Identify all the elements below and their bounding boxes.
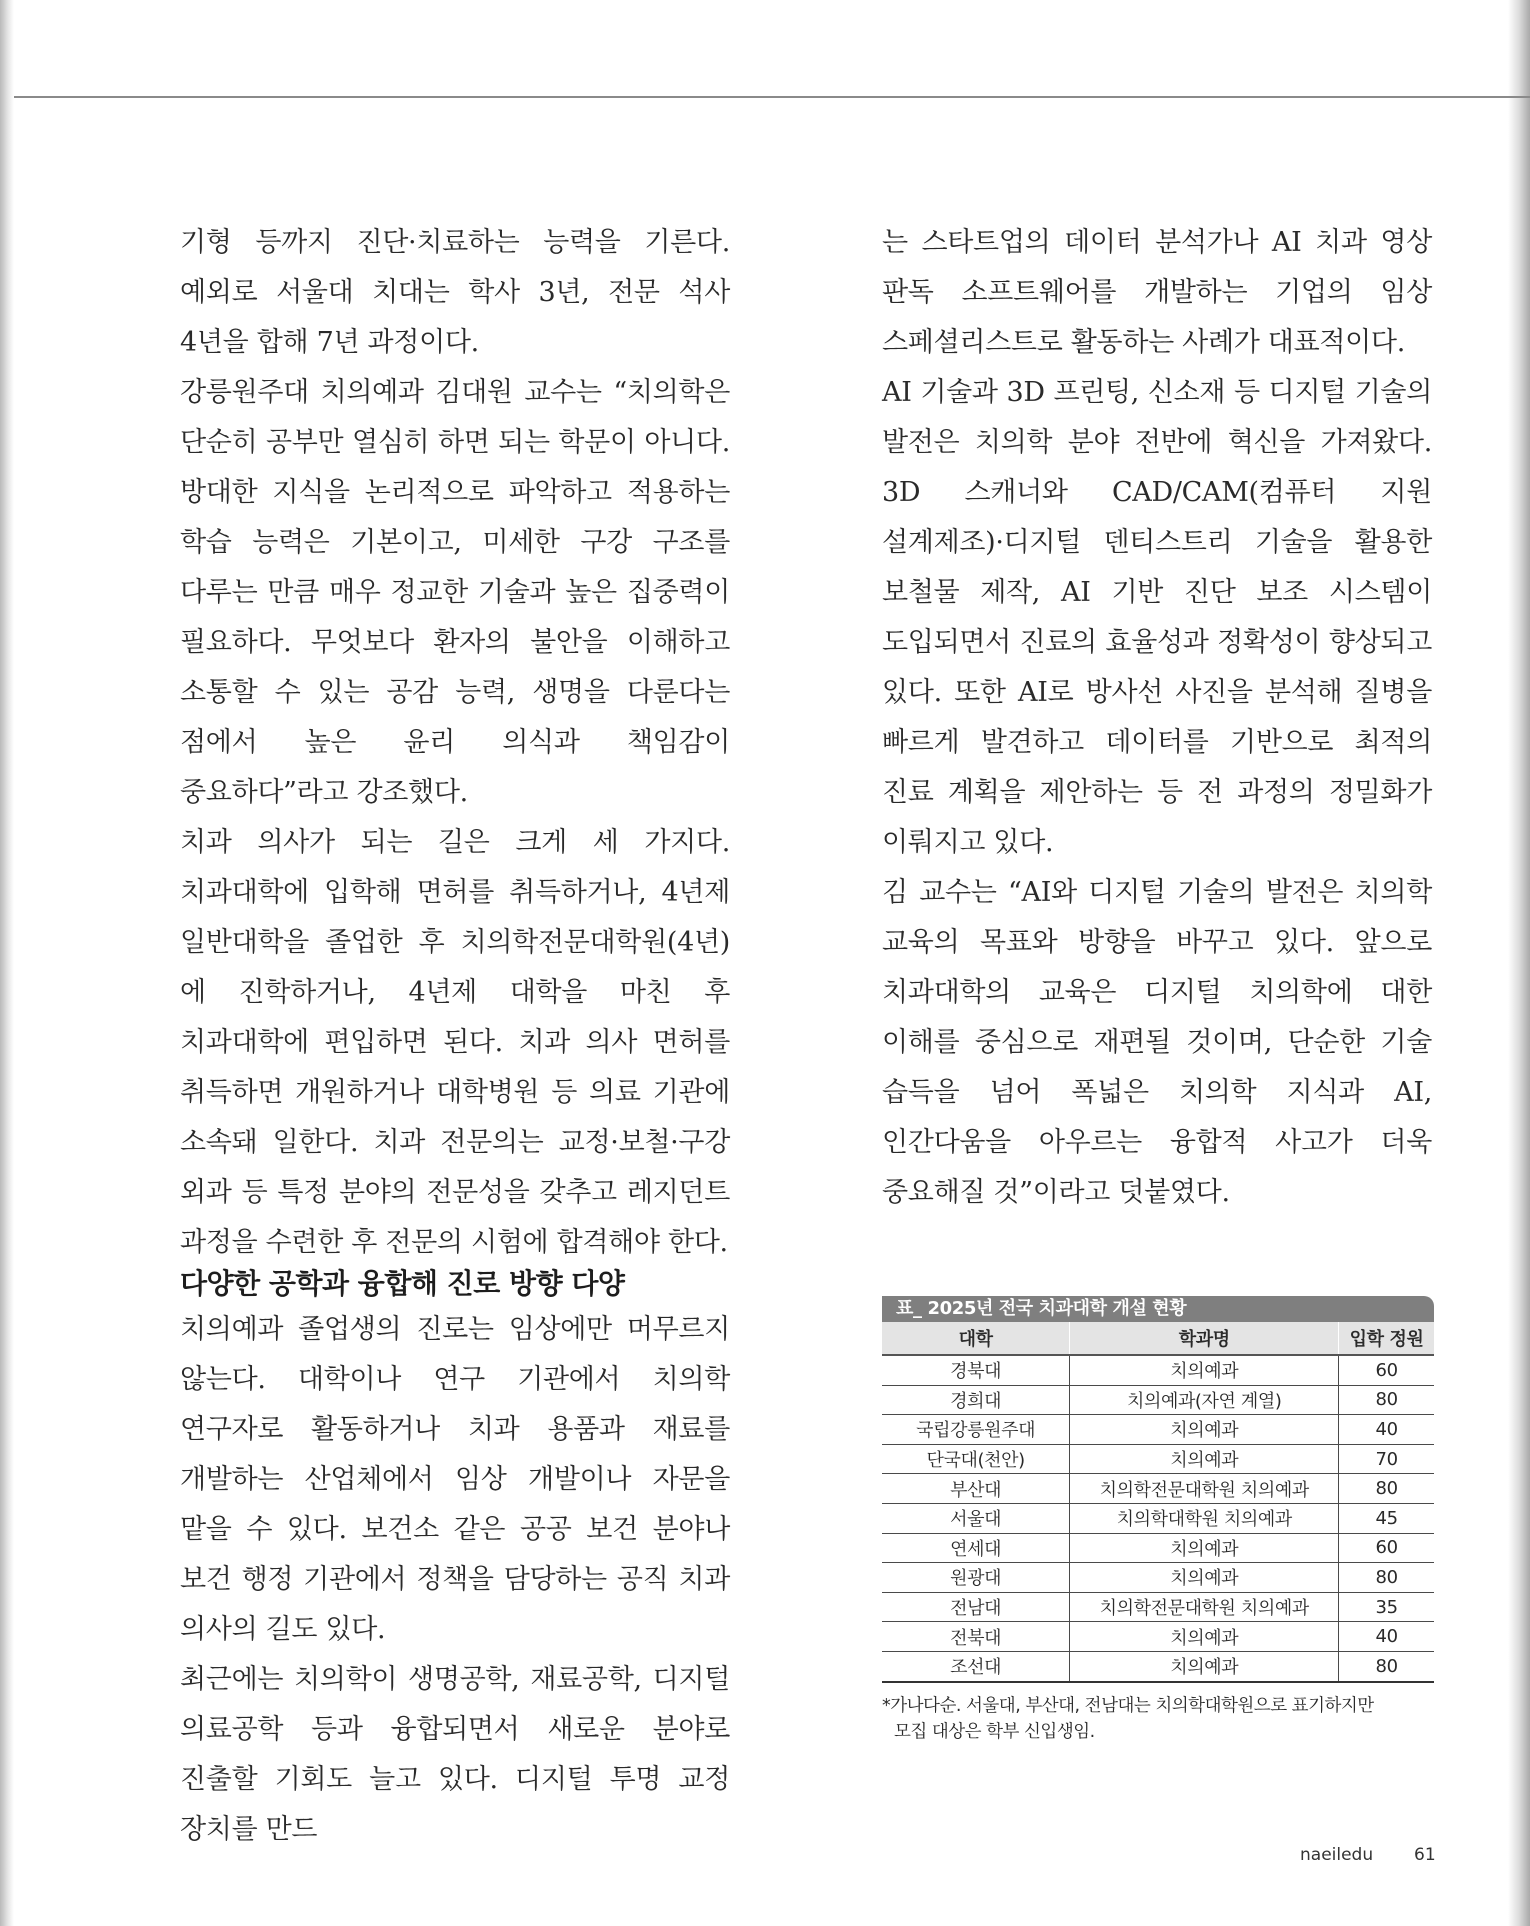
cell-quota: 80 xyxy=(1339,1385,1434,1415)
cell-quota: 40 xyxy=(1339,1622,1434,1652)
column-header-quota: 입학 정원 xyxy=(1339,1322,1434,1355)
cell-university: 경북대 xyxy=(882,1355,1070,1385)
cell-quota: 60 xyxy=(1339,1533,1434,1563)
cell-university: 원광대 xyxy=(882,1563,1070,1593)
table-row xyxy=(882,1503,1434,1533)
body-paragraph: 치과 의사가 되는 길은 크게 세 가지다. 치과대학에 입학해 면허를 취득하거나, 4년제 일반대학을 졸업한 후 치의학전문대학원(4년)에 진학하거나, 4년제 대학을 마친 후 치과대학에 편입하면 된다. 치과 의사 면허를 취득하면 개원하거나 대학병원 등 의료 기관에 소속돼 일한다. 치과 전문의는 교정·보철·구강 외과 등 특정 분야의 전문성을 갖추고 레지던트 과정을 수련한 후 전문의 시험에 합격해야 한다. xyxy=(180,827,730,1258)
body-paragraph: 치의예과 졸업생의 진로는 임상에만 머무르지 않는다. 대학이나 연구 기관에서 치의학 연구자로 활동하거나 치과 용품과 재료를 개발하는 산업체에서 임상 개발이나 자문을 맡을 수 있다. 보건소 같은 공공 보건 분야나 보건 행정 기관에서 정책을 담당하는 공직 치과 의사의 길도 있다. xyxy=(180,1314,730,1645)
cell-university: 조선대 xyxy=(882,1651,1070,1681)
cell-department: 치의학전문대학원 치의예과 xyxy=(1070,1474,1339,1504)
table-row xyxy=(882,1592,1434,1622)
cell-university: 경희대 xyxy=(882,1385,1070,1415)
cell-quota: 60 xyxy=(1339,1355,1434,1385)
dental-college-table xyxy=(882,1322,1434,1683)
body-paragraph: 김 교수는 “AI와 디지털 기술의 발전은 치의학 교육의 목표와 방향을 바꾸고 있다. 앞으로 치과대학의 교육은 디지털 치의학에 대한 이해를 중심으로 재편될 것이며, 단순한 기술 습득을 넘어 폭넓은 치의학 지식과 AI, 인간다움을 아우르는 융합적 사고가 더욱 중요해질 것”이라고 덧붙였다. xyxy=(882,877,1432,1208)
cell-department: 치의예과 xyxy=(1070,1533,1339,1563)
body-paragraph: 강릉원주대 치의예과 김대원 교수는 “치의학은 단순히 공부만 열심히 하면 되는 학문이 아니다. 방대한 지식을 논리적으로 파악하고 적용하는 학습 능력은 기본이고, 미세한 구강 구조를 다루는 만큼 매우 정교한 기술과 높은 집중력이 필요하다. 무엇보다 환자의 불안을 이해하고 소통할 수 있는 공감 능력, 생명을 다룬다는 점에서 높은 윤리 의식과 책임감이 중요하다”라고 강조했다. xyxy=(180,377,730,808)
cell-university: 부산대 xyxy=(882,1474,1070,1504)
table-row xyxy=(882,1385,1434,1415)
cell-department: 치의예과 xyxy=(1070,1622,1339,1652)
cell-quota: 45 xyxy=(1339,1503,1434,1533)
cell-department: 치의예과 xyxy=(1070,1651,1339,1681)
page-number: 61 xyxy=(1414,1845,1436,1865)
table-title: 표_ 2025년 전국 치과대학 개설 현황 xyxy=(882,1296,1434,1322)
right-column xyxy=(882,218,1432,1218)
cell-university: 전남대 xyxy=(882,1592,1070,1622)
cell-university: 전북대 xyxy=(882,1622,1070,1652)
cell-quota: 70 xyxy=(1339,1444,1434,1474)
table-header-row xyxy=(882,1322,1434,1355)
footer-publication: naeiledu xyxy=(1300,1845,1374,1865)
table-row xyxy=(882,1622,1434,1652)
cell-quota: 80 xyxy=(1339,1651,1434,1681)
page-edge-left xyxy=(0,0,14,1926)
cell-university: 단국대(천안) xyxy=(882,1444,1070,1474)
section-body xyxy=(180,1305,730,1855)
table-row xyxy=(882,1415,1434,1445)
dental-college-table-box xyxy=(882,1296,1434,1745)
page-edge-right xyxy=(1508,0,1530,1926)
cell-university: 연세대 xyxy=(882,1533,1070,1563)
cell-university: 서울대 xyxy=(882,1503,1070,1533)
cell-quota: 80 xyxy=(1339,1474,1434,1504)
left-column xyxy=(180,218,730,1268)
cell-university: 국립강릉원주대 xyxy=(882,1415,1070,1445)
cell-department: 치의예과 xyxy=(1070,1355,1339,1385)
cell-department: 치의예과 xyxy=(1070,1444,1339,1474)
table-row xyxy=(882,1355,1434,1385)
section-heading: 다양한 공학과 융합해 진로 방향 다양 xyxy=(180,1267,625,1300)
table-footnote xyxy=(882,1693,1434,1745)
header-rule xyxy=(14,96,1530,98)
column-header-department: 학과명 xyxy=(1070,1322,1339,1355)
footnote-line: *가나다순. 서울대, 부산대, 전남대는 치의학대학원으로 표기하지만 xyxy=(882,1695,1374,1716)
body-paragraph: AI 기술과 3D 프린팅, 신소재 등 디지털 기술의 발전은 치의학 분야 전반에 혁신을 가져왔다. 3D 스캐너와 CAD/CAM(컴퓨터 지원 설계제조)·디지털 덴티스트리 기술을 활용한 보철물 제작, AI 기반 진단 보조 시스템이 도입되면서 진료의 효율성과 정확성이 향상되고 있다. 또한 AI로 방사선 사진을 분석해 질병을 빠르게 발견하고 데이터를 기반으로 최적의 진료 계획을 제안하는 등 전 과정의 정밀화가 이뤄지고 있다. xyxy=(882,377,1432,858)
table-row xyxy=(882,1563,1434,1593)
footnote-line: 모집 대상은 학부 신입생임. xyxy=(894,1721,1095,1742)
cell-department: 치의학전문대학원 치의예과 xyxy=(1070,1592,1339,1622)
body-paragraph: 는 스타트업의 데이터 분석가나 AI 치과 영상 판독 소프트웨어를 개발하는 기업의 임상 스페셜리스트로 활동하는 사례가 대표적이다. xyxy=(882,227,1432,358)
cell-department: 치의예과 xyxy=(1070,1563,1339,1593)
table-row xyxy=(882,1444,1434,1474)
table-row xyxy=(882,1533,1434,1563)
table-row xyxy=(882,1651,1434,1681)
body-paragraph: 기형 등까지 진단·치료하는 능력을 기른다. 예외로 서울대 치대는 학사 3년, 전문 석사 4년을 합해 7년 과정이다. xyxy=(180,227,730,358)
cell-department: 치의예과 xyxy=(1070,1415,1339,1445)
table-row xyxy=(882,1474,1434,1504)
cell-quota: 80 xyxy=(1339,1563,1434,1593)
cell-department: 치의예과(자연 계열) xyxy=(1070,1385,1339,1415)
cell-department: 치의학대학원 치의예과 xyxy=(1070,1503,1339,1533)
column-header-university: 대학 xyxy=(882,1322,1070,1355)
cell-quota: 40 xyxy=(1339,1415,1434,1445)
cell-quota: 35 xyxy=(1339,1592,1434,1622)
body-paragraph: 최근에는 치의학이 생명공학, 재료공학, 디지털 의료공학 등과 융합되면서 새로운 분야로 진출할 기회도 늘고 있다. 디지털 투명 교정 장치를 만드 xyxy=(180,1664,730,1845)
